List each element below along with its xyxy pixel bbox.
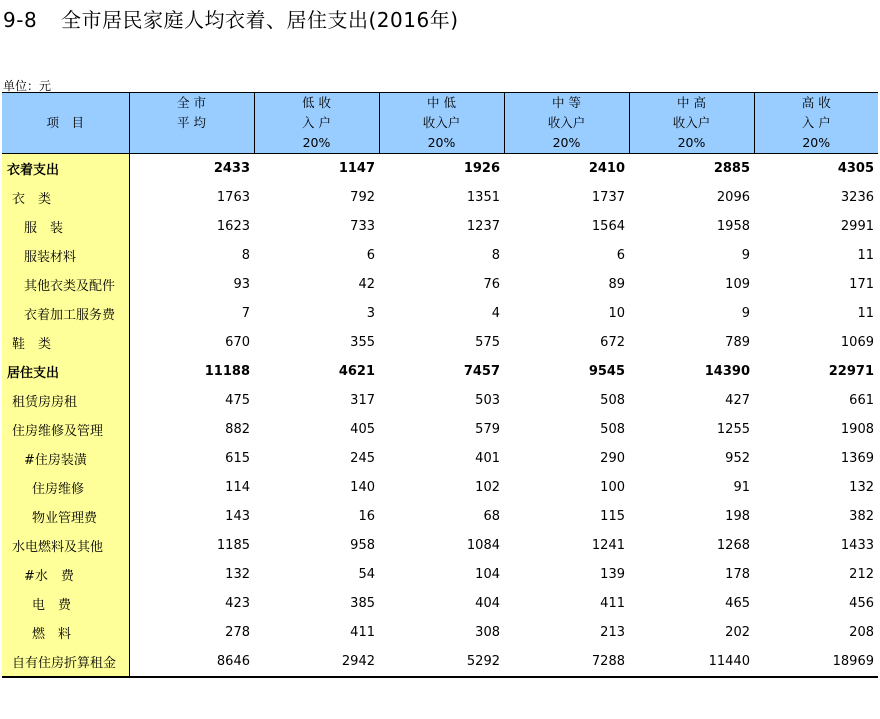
cell-value: 508	[600, 393, 625, 408]
cell-value: 382	[849, 509, 874, 524]
row-label: 鞋 类	[2, 328, 129, 357]
table-row	[2, 328, 878, 357]
cell-value: 1268	[716, 538, 750, 553]
cell-value: 1433	[840, 538, 874, 553]
cell-value: 952	[725, 451, 750, 466]
cell-value: 115	[600, 509, 625, 524]
cell-value: 9545	[588, 364, 625, 379]
cell-value: 2096	[716, 190, 750, 205]
header-column-line1: 低 收	[302, 95, 331, 110]
header-column-line2: 收入户	[422, 115, 461, 130]
cell-value: 3236	[840, 190, 874, 205]
cell-value: 411	[350, 625, 375, 640]
cell-value: 2991	[840, 219, 874, 234]
cell-value: 114	[225, 480, 250, 495]
cell-value: 42	[358, 277, 375, 292]
table-row	[2, 270, 878, 299]
row-label: #水 费	[2, 560, 129, 589]
cell-value: 93	[233, 277, 250, 292]
cell-value: 6	[366, 248, 375, 263]
row-label: 服装材料	[2, 241, 129, 270]
row-label: 燃 料	[2, 618, 129, 647]
cell-value: 198	[725, 509, 750, 524]
table-row	[2, 618, 878, 647]
cell-value: 401	[475, 451, 500, 466]
cell-value: 102	[475, 480, 500, 495]
statistics-table	[2, 92, 878, 678]
cell-value: 5292	[379, 647, 504, 677]
cell-value: 14390	[704, 364, 750, 379]
cell-value: 132	[225, 567, 250, 582]
header-column-line3: 20%	[302, 135, 331, 150]
cell-value: 7	[241, 306, 250, 321]
header-column-line2: 入 户	[302, 115, 331, 130]
cell-value: 11	[857, 248, 874, 263]
header-column-line3: 20%	[802, 135, 831, 150]
cell-value: 1908	[840, 422, 874, 437]
header-column-line2: 平 均	[177, 115, 206, 130]
cell-value: 1185	[216, 538, 250, 553]
cell-value: 6	[616, 248, 625, 263]
cell-value: 11188	[204, 364, 250, 379]
table-row	[2, 183, 878, 212]
row-label: 自有住房折算租金	[2, 647, 129, 677]
cell-value: 792	[350, 190, 375, 205]
cell-value: 2942	[254, 647, 379, 677]
cell-value: 76	[483, 277, 500, 292]
table-row	[2, 444, 878, 473]
cell-value: 3	[366, 306, 375, 321]
cell-value: 404	[475, 596, 500, 611]
cell-value: 1241	[591, 538, 625, 553]
cell-value: 456	[849, 596, 874, 611]
cell-value: 1351	[466, 190, 500, 205]
cell-value: 615	[225, 451, 250, 466]
cell-value: 355	[350, 335, 375, 350]
table-row	[2, 560, 878, 589]
header-column-5	[754, 93, 878, 154]
cell-value: 672	[600, 335, 625, 350]
header-column-2	[379, 93, 504, 154]
cell-value: 1084	[466, 538, 500, 553]
cell-value: 11440	[629, 647, 754, 677]
cell-value: 733	[350, 219, 375, 234]
cell-value: 508	[600, 422, 625, 437]
table-row	[2, 299, 878, 328]
cell-value: 202	[725, 625, 750, 640]
cell-value: 1237	[466, 219, 500, 234]
cell-value: 208	[849, 625, 874, 640]
header-column-line2: 入 户	[801, 115, 831, 130]
cell-value: 18969	[754, 647, 878, 677]
table-row	[2, 212, 878, 241]
cell-value: 2433	[213, 161, 250, 176]
table-row	[2, 154, 878, 184]
cell-value: 89	[608, 277, 625, 292]
cell-value: 104	[475, 567, 500, 582]
cell-value: 1255	[716, 422, 750, 437]
cell-value: 427	[725, 393, 750, 408]
cell-value: 178	[725, 567, 750, 582]
cell-value: 465	[725, 596, 750, 611]
cell-value: 213	[600, 625, 625, 640]
header-item: 项 目	[2, 93, 129, 154]
header-column-1	[254, 93, 379, 154]
header-column-line1: 中 低	[427, 95, 456, 110]
header-column-line1: 全 市	[177, 95, 206, 110]
header-column-4	[629, 93, 754, 154]
cell-value: 10	[608, 306, 625, 321]
cell-value: 385	[350, 596, 375, 611]
cell-value: 503	[475, 393, 500, 408]
cell-value: 661	[849, 393, 874, 408]
cell-value: 958	[350, 538, 375, 553]
cell-value: 575	[475, 335, 500, 350]
header-column-line3: 20%	[677, 135, 706, 150]
cell-value: 1763	[216, 190, 250, 205]
table-body	[2, 154, 878, 678]
unit-label: 单位：元	[3, 79, 52, 93]
header-column-line1: 高 收	[801, 95, 831, 110]
cell-value: 16	[358, 509, 375, 524]
table-title: 全市居民家庭人均衣着、居住支出(2016年)	[61, 8, 459, 32]
header-column-line3: 20%	[552, 135, 581, 150]
cell-value: 411	[600, 596, 625, 611]
cell-value: 11	[857, 306, 874, 321]
cell-value: 132	[849, 480, 874, 495]
cell-value: 140	[350, 480, 375, 495]
header-column-line1: 中 高	[677, 95, 706, 110]
cell-value: 423	[225, 596, 250, 611]
page-title	[3, 4, 459, 33]
cell-value: 317	[350, 393, 375, 408]
cell-value: 139	[600, 567, 625, 582]
row-label: 服 装	[2, 212, 129, 241]
cell-value: 278	[225, 625, 250, 640]
cell-value: 1369	[840, 451, 874, 466]
row-label: #住房装潢	[2, 444, 129, 473]
cell-value: 2885	[713, 161, 750, 176]
row-label: 其他衣类及配件	[2, 270, 129, 299]
cell-value: 308	[475, 625, 500, 640]
row-label: 衣着支出	[2, 154, 129, 184]
row-label: 衣着加工服务费	[2, 299, 129, 328]
cell-value: 290	[600, 451, 625, 466]
row-label: 衣 类	[2, 183, 129, 212]
header-column-0	[129, 93, 254, 154]
cell-value: 2410	[588, 161, 625, 176]
cell-value: 100	[600, 480, 625, 495]
table-row	[2, 531, 878, 560]
table-row	[2, 589, 878, 618]
table-number: 9-8	[3, 8, 38, 32]
row-label: 住房维修及管理	[2, 415, 129, 444]
cell-value: 670	[225, 335, 250, 350]
row-label: 租赁房房租	[2, 386, 129, 415]
table-row	[2, 386, 878, 415]
cell-value: 8646	[129, 647, 254, 677]
cell-value: 1737	[591, 190, 625, 205]
cell-value: 882	[225, 422, 250, 437]
cell-value: 91	[733, 480, 750, 495]
cell-value: 212	[849, 567, 874, 582]
cell-value: 171	[849, 277, 874, 292]
table-header-row	[2, 93, 878, 154]
cell-value: 1926	[463, 161, 500, 176]
cell-value: 789	[725, 335, 750, 350]
cell-value: 9	[741, 248, 750, 263]
row-label: 水电燃料及其他	[2, 531, 129, 560]
cell-value: 1069	[840, 335, 874, 350]
cell-value: 68	[483, 509, 500, 524]
table-row	[2, 502, 878, 531]
cell-value: 475	[225, 393, 250, 408]
cell-value: 109	[725, 277, 750, 292]
cell-value: 22971	[828, 364, 874, 379]
header-column-line1: 中 等	[552, 95, 581, 110]
cell-value: 1623	[216, 219, 250, 234]
table-row	[2, 357, 878, 386]
cell-value: 579	[475, 422, 500, 437]
cell-value: 8	[241, 248, 250, 263]
header-column-line3	[130, 133, 254, 153]
row-label: 物业管理费	[2, 502, 129, 531]
row-label: 电 费	[2, 589, 129, 618]
table-row	[2, 473, 878, 502]
header-column-line3: 20%	[427, 135, 456, 150]
table-row	[2, 647, 878, 677]
cell-value: 7457	[463, 364, 500, 379]
cell-value: 4305	[837, 161, 874, 176]
cell-value: 1147	[338, 161, 375, 176]
cell-value: 54	[358, 567, 375, 582]
cell-value: 1564	[591, 219, 625, 234]
row-label: 居住支出	[2, 357, 129, 386]
header-column-3	[504, 93, 629, 154]
cell-value: 1958	[716, 219, 750, 234]
header-column-line2: 收入户	[547, 115, 586, 130]
cell-value: 405	[350, 422, 375, 437]
cell-value: 7288	[504, 647, 629, 677]
cell-value: 9	[741, 306, 750, 321]
cell-value: 4	[491, 306, 500, 321]
row-label: 住房维修	[2, 473, 129, 502]
cell-value: 245	[350, 451, 375, 466]
table-row	[2, 415, 878, 444]
cell-value: 8	[491, 248, 500, 263]
table-row	[2, 241, 878, 270]
cell-value: 143	[225, 509, 250, 524]
cell-value: 4621	[338, 364, 375, 379]
header-column-line2: 收入户	[672, 115, 711, 130]
